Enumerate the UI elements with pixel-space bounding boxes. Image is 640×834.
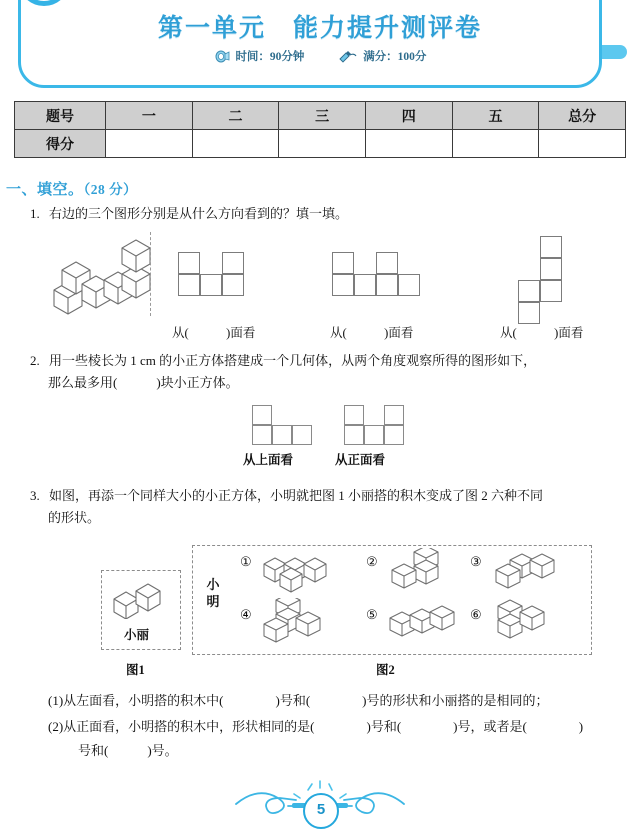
col-header-5: 五 (452, 102, 539, 130)
section-heading (6, 178, 137, 199)
q3-shape-number-2: ② (366, 554, 378, 569)
question-2-number: 2. (30, 353, 40, 368)
question-2-line2-wrap (48, 372, 640, 393)
question-1 (30, 203, 630, 224)
grid-cell (540, 258, 562, 280)
grid-cell (344, 405, 364, 425)
q3-shape-number-4: ④ (240, 607, 252, 622)
grid-cell (354, 274, 376, 296)
pen-icon (339, 50, 357, 63)
q3-figure2-caption: 图2 (376, 663, 395, 677)
score-cell-3[interactable] (279, 130, 366, 158)
grid-cell (252, 405, 272, 425)
grid-cell (178, 274, 200, 296)
grid-cell (222, 274, 244, 296)
table-row-score (15, 130, 626, 158)
grid-cell (272, 425, 292, 445)
question-3 (30, 485, 640, 506)
grid-cell (398, 274, 420, 296)
score-cell-2[interactable] (192, 130, 279, 158)
grid-cell (332, 274, 354, 296)
q2-caption-top: 从上面看 (243, 453, 294, 467)
q3-shape-5-solid (388, 604, 468, 644)
grid-cell (540, 236, 562, 258)
q3-shape-3-solid (492, 552, 564, 598)
col-header-2: 二 (192, 102, 279, 130)
clock-icon (214, 50, 230, 63)
question-1-number: 1. (30, 206, 40, 221)
q3-xiaoming-label: 小明 (206, 577, 220, 609)
q3-shape-2-solid (388, 548, 450, 600)
q3-shape-number-5: ⑤ (366, 607, 378, 622)
question-3-sub1 (48, 690, 640, 711)
question-3-number: 3. (30, 488, 40, 503)
score-cell-4[interactable] (365, 130, 452, 158)
grid-cell (518, 280, 540, 302)
score-cell-total[interactable] (539, 130, 626, 158)
question-3-line1: 如图，再添一个同样大小的小正方体，小明就把图 1 小丽搭的积木变成了图 2 六种不同 (49, 488, 544, 503)
question-3-sub2-text: (2)从正面看，小明搭的积木中，形状相同的是( )号和( )号，或者是( ) (48, 719, 584, 734)
q1-divider (150, 232, 151, 316)
grid-cell (364, 425, 384, 445)
section-points: （28 分） (83, 182, 138, 197)
section-title-text: 一、填空。 (6, 182, 84, 198)
grid-cell (540, 280, 562, 302)
grid-cell (178, 252, 200, 274)
exam-time-label: 时间：90分钟 (235, 51, 305, 63)
grid-cell (384, 425, 404, 445)
question-3-sub2 (48, 716, 640, 737)
grid-cell (252, 425, 272, 445)
grid-cell (200, 274, 222, 296)
grid-cell (376, 274, 398, 296)
grid-cell (344, 425, 364, 445)
grid-cell (292, 425, 312, 445)
question-2 (30, 350, 630, 371)
page-number: 5 (303, 793, 339, 829)
q1-caption-b: 从( )面看 (330, 326, 414, 340)
q2-caption-front: 从正面看 (335, 453, 386, 467)
grid-cell (222, 252, 244, 274)
question-2-line1: 用一些棱长为 1 cm 的小正方体搭建成一个几何体，从两个角度观察所得的图形如下， (49, 353, 537, 368)
q1-caption-a: 从( )面看 (172, 326, 256, 340)
q1-caption-c: 从( )面看 (500, 326, 584, 340)
q3-xiaoli-solid (112, 583, 172, 619)
question-3-line2-wrap (48, 507, 640, 528)
question-3-sub2-cont (78, 740, 640, 761)
q3-xiaoli-label: 小丽 (124, 628, 150, 642)
exam-full-score (339, 48, 426, 64)
row-label-score: 得分 (15, 130, 106, 158)
col-header-total: 总分 (539, 102, 626, 130)
grid-cell (376, 252, 398, 274)
question-3-sub1-text: (1)从左面看，小明搭的积木中( )号和( )号的形状和小丽搭的是相同的； (48, 693, 549, 708)
q3-figure1-caption: 图1 (126, 663, 145, 677)
col-header-1: 一 (106, 102, 193, 130)
exam-time (214, 48, 305, 64)
table-row-header (15, 102, 626, 130)
col-header-4: 四 (365, 102, 452, 130)
page-title: 第一单元 能力提升测评卷 (157, 15, 482, 42)
question-1-text: 右边的三个图形分别是从什么方向看到的？填一填。 (49, 206, 349, 221)
score-table (14, 101, 626, 158)
q3-shape-4-solid (262, 598, 334, 650)
score-cell-5[interactable] (452, 130, 539, 158)
q3-shape-6-solid (492, 598, 564, 650)
row-label-question-no: 题号 (15, 102, 106, 130)
grid-cell (332, 252, 354, 274)
score-cell-1[interactable] (106, 130, 193, 158)
grid-cell (518, 302, 540, 324)
question-3-sub2b-text: 号和( )号。 (78, 743, 178, 758)
col-header-3: 三 (279, 102, 366, 130)
grid-cell (384, 405, 404, 425)
q3-shape-number-6: ⑥ (470, 607, 482, 622)
q3-shape-number-3: ③ (470, 554, 482, 569)
question-2-line2: 那么最多用( )块小正方体。 (48, 375, 239, 390)
q3-shape-1-solid (262, 552, 344, 594)
q3-shape-number-1: ① (240, 554, 252, 569)
question-3-line2: 的形状。 (48, 510, 101, 525)
exam-meta (0, 48, 640, 64)
exam-score-label: 满分：100分 (363, 51, 427, 63)
